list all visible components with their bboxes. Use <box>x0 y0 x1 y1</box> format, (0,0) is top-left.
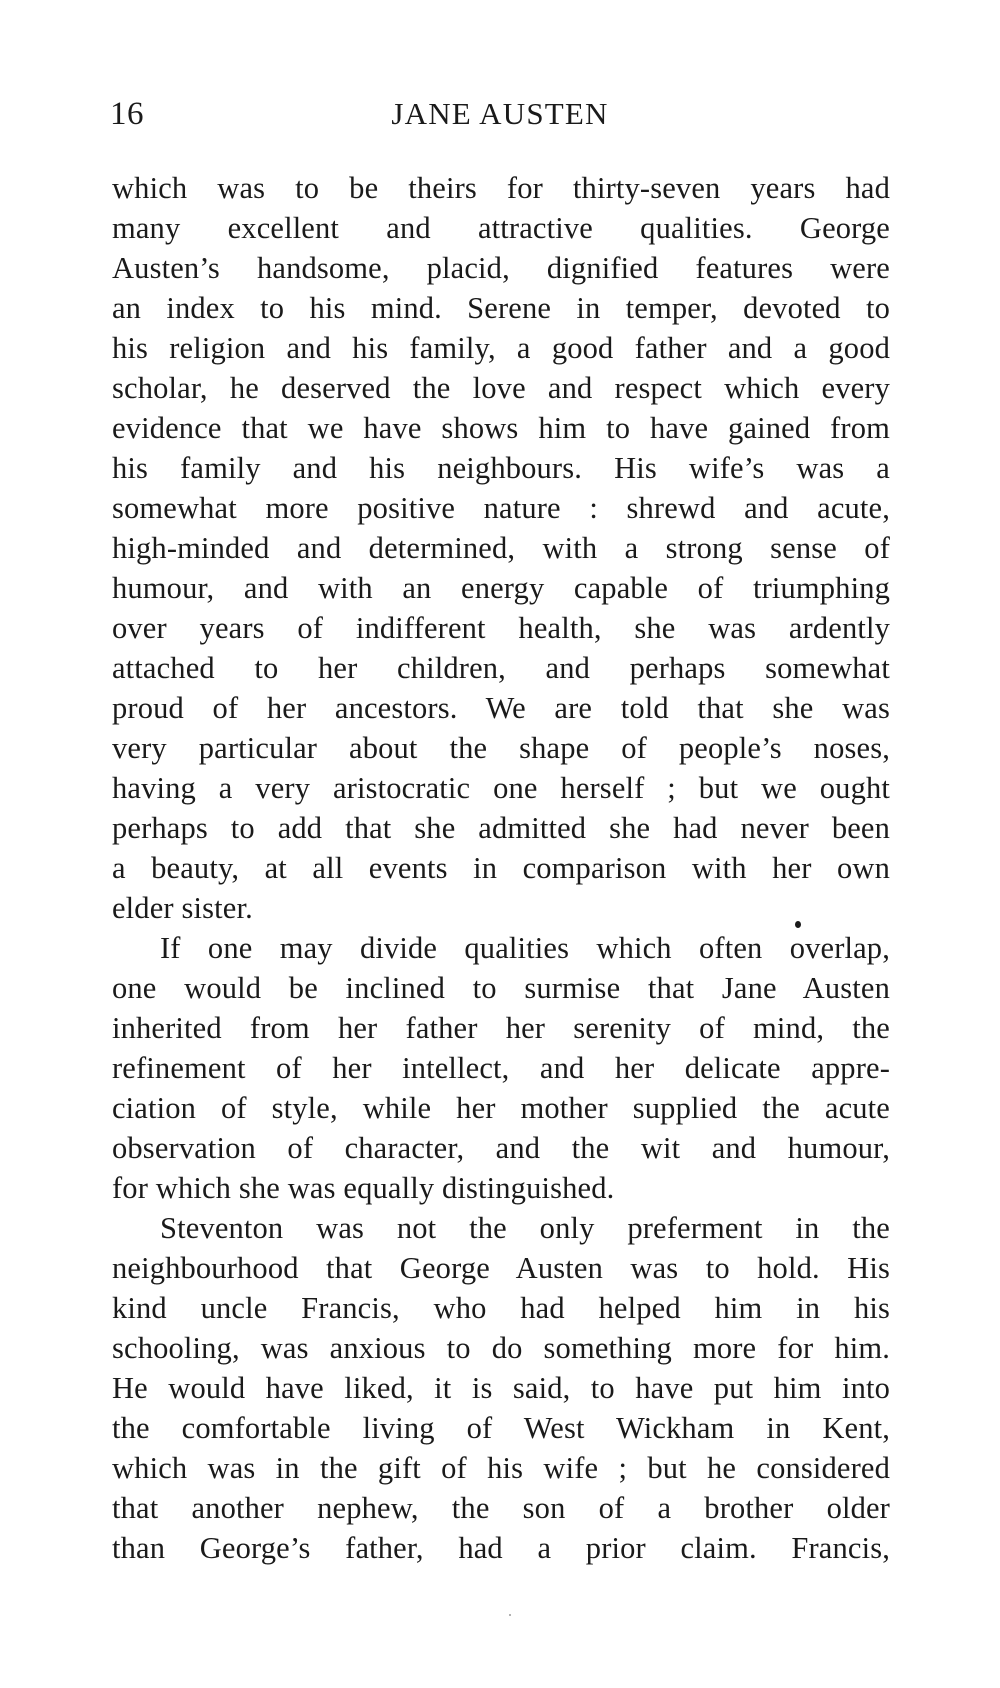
text-line: observation of character, and the wit and humour, <box>112 1131 890 1165</box>
text-line: humour, and with an energy capable of triumphing <box>112 571 890 605</box>
text-line: perhaps to add that she admitted she had never been <box>112 811 890 845</box>
text-line: than George’s father, had a prior claim. Francis, <box>112 1531 890 1565</box>
body-text <box>112 168 890 1568</box>
paragraph-end-line: for which she was equally distinguished. <box>112 1171 615 1205</box>
print-speck <box>509 1614 511 1616</box>
paragraph-end-line: elder sister. <box>112 891 253 925</box>
text-line: refinement of her intellect, and her delicate appre- <box>112 1051 890 1085</box>
text-line: very particular about the shape of people’s noses, <box>112 731 890 765</box>
text-line: somewhat more positive nature : shrewd and acute, <box>112 491 890 525</box>
text-line: an index to his mind. Serene in temper, devoted to <box>112 291 890 325</box>
text-line: which was to be theirs for thirty-seven years had <box>112 171 890 205</box>
text-line: proud of her ancestors. We are told that she was <box>112 691 890 725</box>
text-line: over years of indifferent health, she was ardently <box>112 611 890 645</box>
running-head <box>110 92 890 136</box>
running-title: JANE AUSTEN <box>391 96 609 131</box>
text-line: one would be inclined to surmise that Jane Austen <box>112 971 890 1005</box>
text-line: neighbourhood that George Austen was to hold. His <box>112 1251 890 1285</box>
paragraph-first-line: If one may divide qualities which often overlap, <box>160 931 890 965</box>
text-line: that another nephew, the son of a brother older <box>112 1491 890 1525</box>
text-line: Austen’s handsome, placid, dignified features were <box>112 251 890 285</box>
paragraph-first-line: Steventon was not the only preferment in the <box>160 1211 890 1245</box>
text-line: high-minded and determined, with a strong sense of <box>112 531 890 565</box>
print-speck <box>795 921 801 928</box>
text-line: many excellent and attractive qualities. George <box>112 211 890 245</box>
text-line: schooling, was anxious to do something more for him. <box>112 1331 890 1365</box>
text-line: which was in the gift of his wife ; but he considered <box>112 1451 890 1485</box>
page-number: 16 <box>110 96 144 132</box>
text-line: the comfortable living of West Wickham in Kent, <box>112 1411 890 1445</box>
text-line: kind uncle Francis, who had helped him in his <box>112 1291 890 1325</box>
text-line: ciation of style, while her mother supplied the acute <box>112 1091 890 1125</box>
text-line: scholar, he deserved the love and respect which every <box>112 371 890 405</box>
text-line: inherited from her father her serenity of mind, the <box>112 1011 890 1045</box>
text-line: evidence that we have shows him to have gained from <box>112 411 890 445</box>
text-line: having a very aristocratic one herself ; but we ought <box>112 771 890 805</box>
text-line: attached to her children, and perhaps somewhat <box>112 651 890 685</box>
text-line: a beauty, at all events in comparison with her own <box>112 851 890 885</box>
text-line: his family and his neighbours. His wife’s was a <box>112 451 890 485</box>
text-line: He would have liked, it is said, to have put him into <box>112 1371 890 1405</box>
text-line: his religion and his family, a good father and a good <box>112 331 890 365</box>
